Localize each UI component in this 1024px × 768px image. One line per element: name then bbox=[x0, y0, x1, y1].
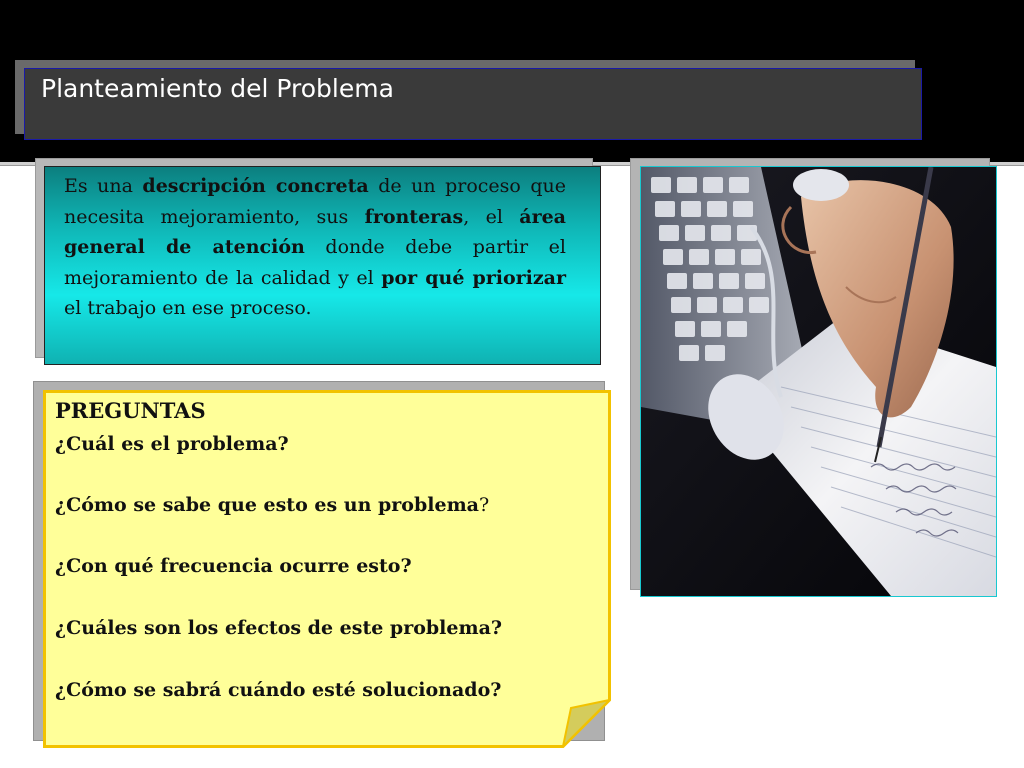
description-bold-term: descripción concreta bbox=[142, 175, 369, 197]
question-item bbox=[55, 494, 489, 516]
writing-photo bbox=[640, 166, 997, 597]
question-text: ¿Cómo se sabe que esto es un problema bbox=[55, 494, 479, 516]
question-item: ¿Cuáles son los efectos de este problema? bbox=[55, 617, 503, 639]
question-item: ¿Cómo se sabrá cuándo esté solucionado? bbox=[55, 679, 502, 701]
description-bold-term: fronteras bbox=[364, 205, 464, 228]
slide-title: Planteamiento del Problema bbox=[41, 74, 394, 103]
description-segment: , el bbox=[463, 205, 520, 228]
question-item: ¿Con qué frecuencia ocurre esto? bbox=[55, 555, 412, 577]
description-bold-term: área general de atención bbox=[64, 205, 566, 258]
title-bar bbox=[24, 68, 922, 140]
description-box bbox=[44, 166, 601, 365]
description-segment: el trabajo en ese proceso. bbox=[64, 297, 312, 319]
questions-note bbox=[43, 390, 611, 748]
description-bold-term: por qué priorizar bbox=[381, 266, 566, 289]
description-segment: Es una bbox=[64, 175, 143, 197]
question-mark: ? bbox=[478, 494, 490, 516]
question-item: ¿Cuál es el problema? bbox=[55, 433, 289, 455]
hand-writing-illustration bbox=[641, 167, 996, 596]
questions-heading: PREGUNTAS bbox=[55, 398, 206, 423]
description-segment: de un proceso que necesita mejoramiento, sus bbox=[64, 175, 566, 228]
description-text bbox=[64, 171, 566, 324]
description-segment: donde debe partir el mejoramiento de la calidad y el bbox=[64, 236, 567, 289]
